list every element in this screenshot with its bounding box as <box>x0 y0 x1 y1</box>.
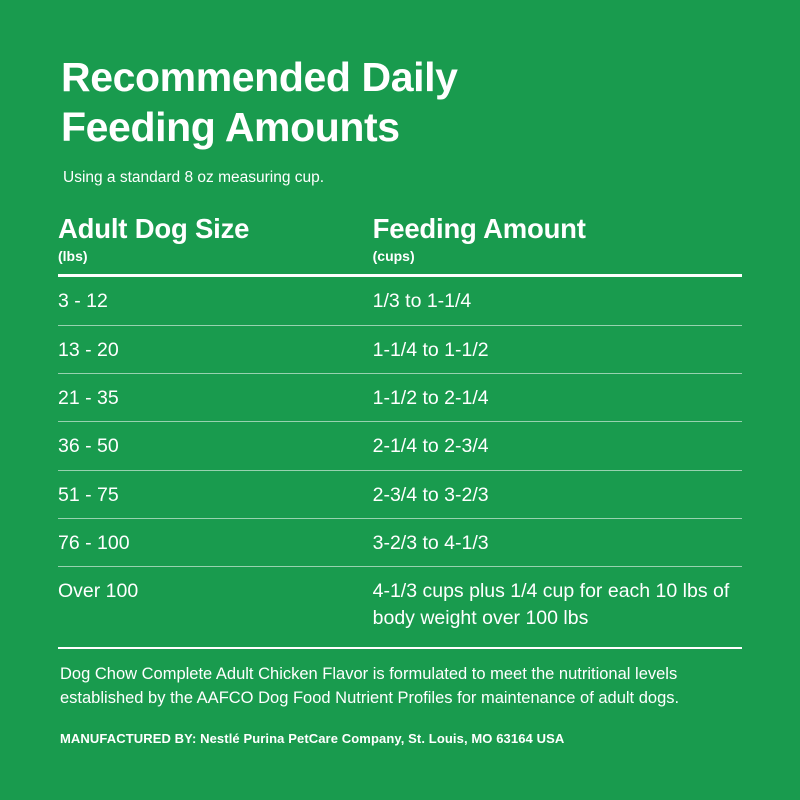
cell-feeding-amount: 4-1/3 cups plus 1/4 cup for each 10 lbs of body weight over 100 lbs <box>372 580 730 629</box>
table-row <box>58 276 742 325</box>
table-row <box>58 470 742 518</box>
table-row <box>58 325 742 373</box>
page-title-line-2: Feeding Amounts <box>61 104 400 151</box>
manufactured-by-line: MANUFACTURED BY: Nestlé Purina PetCare Company, St. Louis, MO 63164 USA <box>60 730 565 746</box>
cell-dog-size: Over 100 <box>58 580 139 603</box>
subtitle: Using a standard 8 oz measuring cup. <box>63 169 325 187</box>
aafco-statement: Dog Chow Complete Adult Chicken Flavor is formulated to meet the nutritional levels established by the AAFCO Dog Food Nutrient Profiles for maintenance of adult dogs. <box>58 647 742 711</box>
cell-dog-size: 21 - 35 <box>58 374 373 422</box>
table-row <box>58 518 742 566</box>
cell-dog-size: 3 - 12 <box>58 276 373 325</box>
cell-feeding-amount: 1-1/2 to 2-1/4 <box>373 374 742 422</box>
column-header-dog-size-main: Adult Dog Size <box>58 213 250 245</box>
table-header-row <box>58 214 742 276</box>
table-row <box>58 422 742 470</box>
table-row <box>58 374 742 422</box>
cell-dog-size: 51 - 75 <box>58 470 373 518</box>
table-header <box>58 214 742 276</box>
cell-dog-size: 76 - 100 <box>58 518 373 566</box>
table-row <box>58 567 742 637</box>
table-body <box>58 276 742 637</box>
page-title-line-1: Recommended Daily <box>61 54 458 100</box>
page-title <box>58 52 742 152</box>
feeding-amounts-table <box>58 214 742 637</box>
cell-dog-size: 13 - 20 <box>58 325 373 373</box>
cell-feeding-amount: 1-1/4 to 1-1/2 <box>373 325 742 373</box>
cell-dog-size: 36 - 50 <box>58 422 373 470</box>
cell-feeding-amount: 3-2/3 to 4-1/3 <box>373 518 742 566</box>
cell-feeding-amount: 1/3 to 1-1/4 <box>373 276 742 325</box>
column-header-feeding-amount <box>373 214 742 276</box>
column-header-dog-size <box>58 214 373 276</box>
column-header-feeding-amount-unit: (cups) <box>372 248 415 265</box>
column-header-feeding-amount-main: Feeding Amount <box>372 213 586 245</box>
column-header-dog-size-unit: (lbs) <box>58 248 88 265</box>
cell-feeding-amount: 2-3/4 to 3-2/3 <box>373 470 742 518</box>
cell-feeding-amount: 2-1/4 to 2-3/4 <box>373 422 742 470</box>
